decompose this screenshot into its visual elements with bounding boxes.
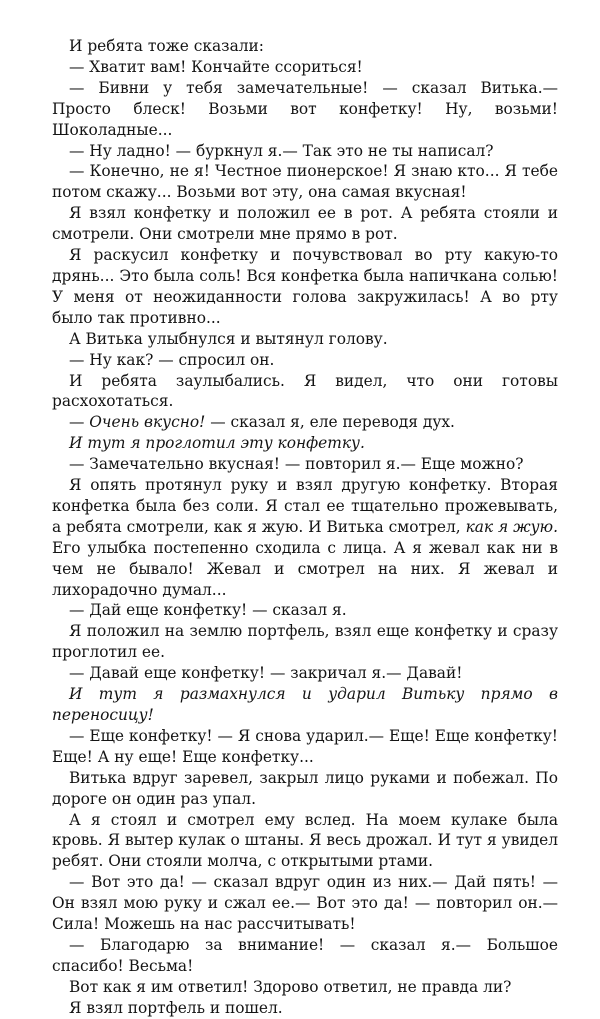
- paragraph: [52, 203, 558, 245]
- text-run: — Замечательно вкусная! — повторил я.— Еще можно?: [69, 455, 524, 474]
- paragraph: [52, 998, 558, 1019]
- text-run: Витька вдруг заревел, закрыл лицо руками и побежал. По дороге он один раз упал.: [52, 768, 558, 808]
- text-run: — Давай еще конфетку! — закричал я.— Давай!: [69, 664, 463, 683]
- paragraph: [52, 78, 558, 141]
- text-run: — Вот это да! — сказал вдруг один из них.— Дай пять! — Он взял мою руку и сжал ее.— Вот это да! — повторил он.— Сила! Можешь на нас рассчитывать!: [52, 873, 558, 934]
- italic-text: И тут я проглотил эту конфетку.: [69, 434, 365, 453]
- text-run: — Ну как? — спросил он.: [69, 350, 275, 369]
- text-run: Я взял конфетку и положил ее в рот. А ребята стояли и смотрели. Они смотрели мне прямо в рот.: [52, 204, 558, 244]
- paragraph: [52, 810, 558, 873]
- paragraph: [52, 872, 558, 935]
- text-run: Я взял портфель и пошел.: [69, 998, 283, 1017]
- text-run: — сказал я, еле переводя дух.: [205, 413, 455, 432]
- text-run: — Дай еще конфетку! — сказал я.: [69, 601, 347, 620]
- text-run: И ребята тоже сказали:: [69, 37, 264, 55]
- text-run: — Еще конфетку! — Я снова ударил.— Еще! Еще конфетку! Еще! А ну еще! Еще конфетку...: [52, 726, 558, 766]
- text-run: Я раскусил конфетку и почувствовал во рту какую-то дрянь... Это была соль! Вся конфетка была напичкана солью! У меня от неожиданности голова закружилась! А во рту было так противно...: [52, 246, 558, 327]
- text-run: Вот как я им ответил! Здорово ответил, не правда ли?: [69, 977, 512, 996]
- paragraph: [52, 161, 558, 203]
- paragraph: [52, 726, 558, 768]
- paragraph: [52, 245, 558, 329]
- text-run: Я опять протянул руку и взял другую конфетку. Вторая конфетка была без соли. Я стал ее тщательно прожевывать, а ребята смотрели, как я жую. И Витька смотрел,: [52, 476, 558, 536]
- text-run: А Витька улыбнулся и вытянул голову.: [69, 329, 388, 348]
- text-run: — Бивни у тебя замечательные! — сказал Витька.— Просто блеск! Возьми вот конфетку! Ну, возьми! Шоколадные...: [52, 78, 558, 139]
- paragraph: [52, 684, 558, 726]
- paragraph: [52, 621, 558, 663]
- text-run: — Конечно, не я! Честное пионерское! Я знаю кто... Я тебе потом скажу... Возьми вот эту, она самая вкусная!: [52, 162, 558, 202]
- paragraph: [52, 412, 558, 433]
- paragraph: [52, 350, 558, 371]
- text-run: А я стоял и смотрел ему вслед. На моем кулаке была кровь. Я вытер кулак о штаны. Я весь дрожал. И тут я увидел ребят. Они стояли молча, с открытыми ртами.: [52, 810, 558, 871]
- text-run: Его улыбка постепенно сходила с лица. А я жевал как ни в чем не бывало! Жевал и смотрел на них. Я жевал и лихорадочно думал...: [52, 538, 558, 599]
- paragraph: [52, 768, 558, 810]
- page-text: [52, 36, 558, 1019]
- paragraph: [52, 977, 558, 998]
- paragraph: [52, 935, 558, 977]
- text-run: — Хватит вам! Кончайте ссориться!: [69, 57, 363, 76]
- text-run: — Ну ладно! — буркнул я.— Так это не ты написал?: [69, 141, 494, 160]
- text-run: — Благодарю за внимание! — сказал я.— Большое спасибо! Весьма!: [52, 935, 558, 975]
- paragraph: [52, 475, 558, 600]
- paragraph: [52, 600, 558, 621]
- paragraph: [52, 57, 558, 78]
- paragraph: [52, 433, 558, 454]
- paragraph: [52, 36, 558, 57]
- text-run: И ребята заулыбались. Я видел, что они готовы расхохотаться.: [52, 371, 558, 411]
- italic-text: Очень вкусно!: [89, 413, 206, 432]
- paragraph: [52, 141, 558, 162]
- text-run: —: [69, 413, 90, 432]
- italic-text: И тут я размахнулся и ударил Витьку прямо в переносицу!: [52, 685, 558, 724]
- paragraph: [52, 371, 558, 413]
- paragraph: [52, 454, 558, 475]
- paragraph: [52, 329, 558, 350]
- paragraph: [52, 663, 558, 684]
- italic-text: как я жую.: [465, 517, 558, 536]
- text-run: Я положил на землю портфель, взял еще конфетку и сразу проглотил ее.: [52, 622, 558, 662]
